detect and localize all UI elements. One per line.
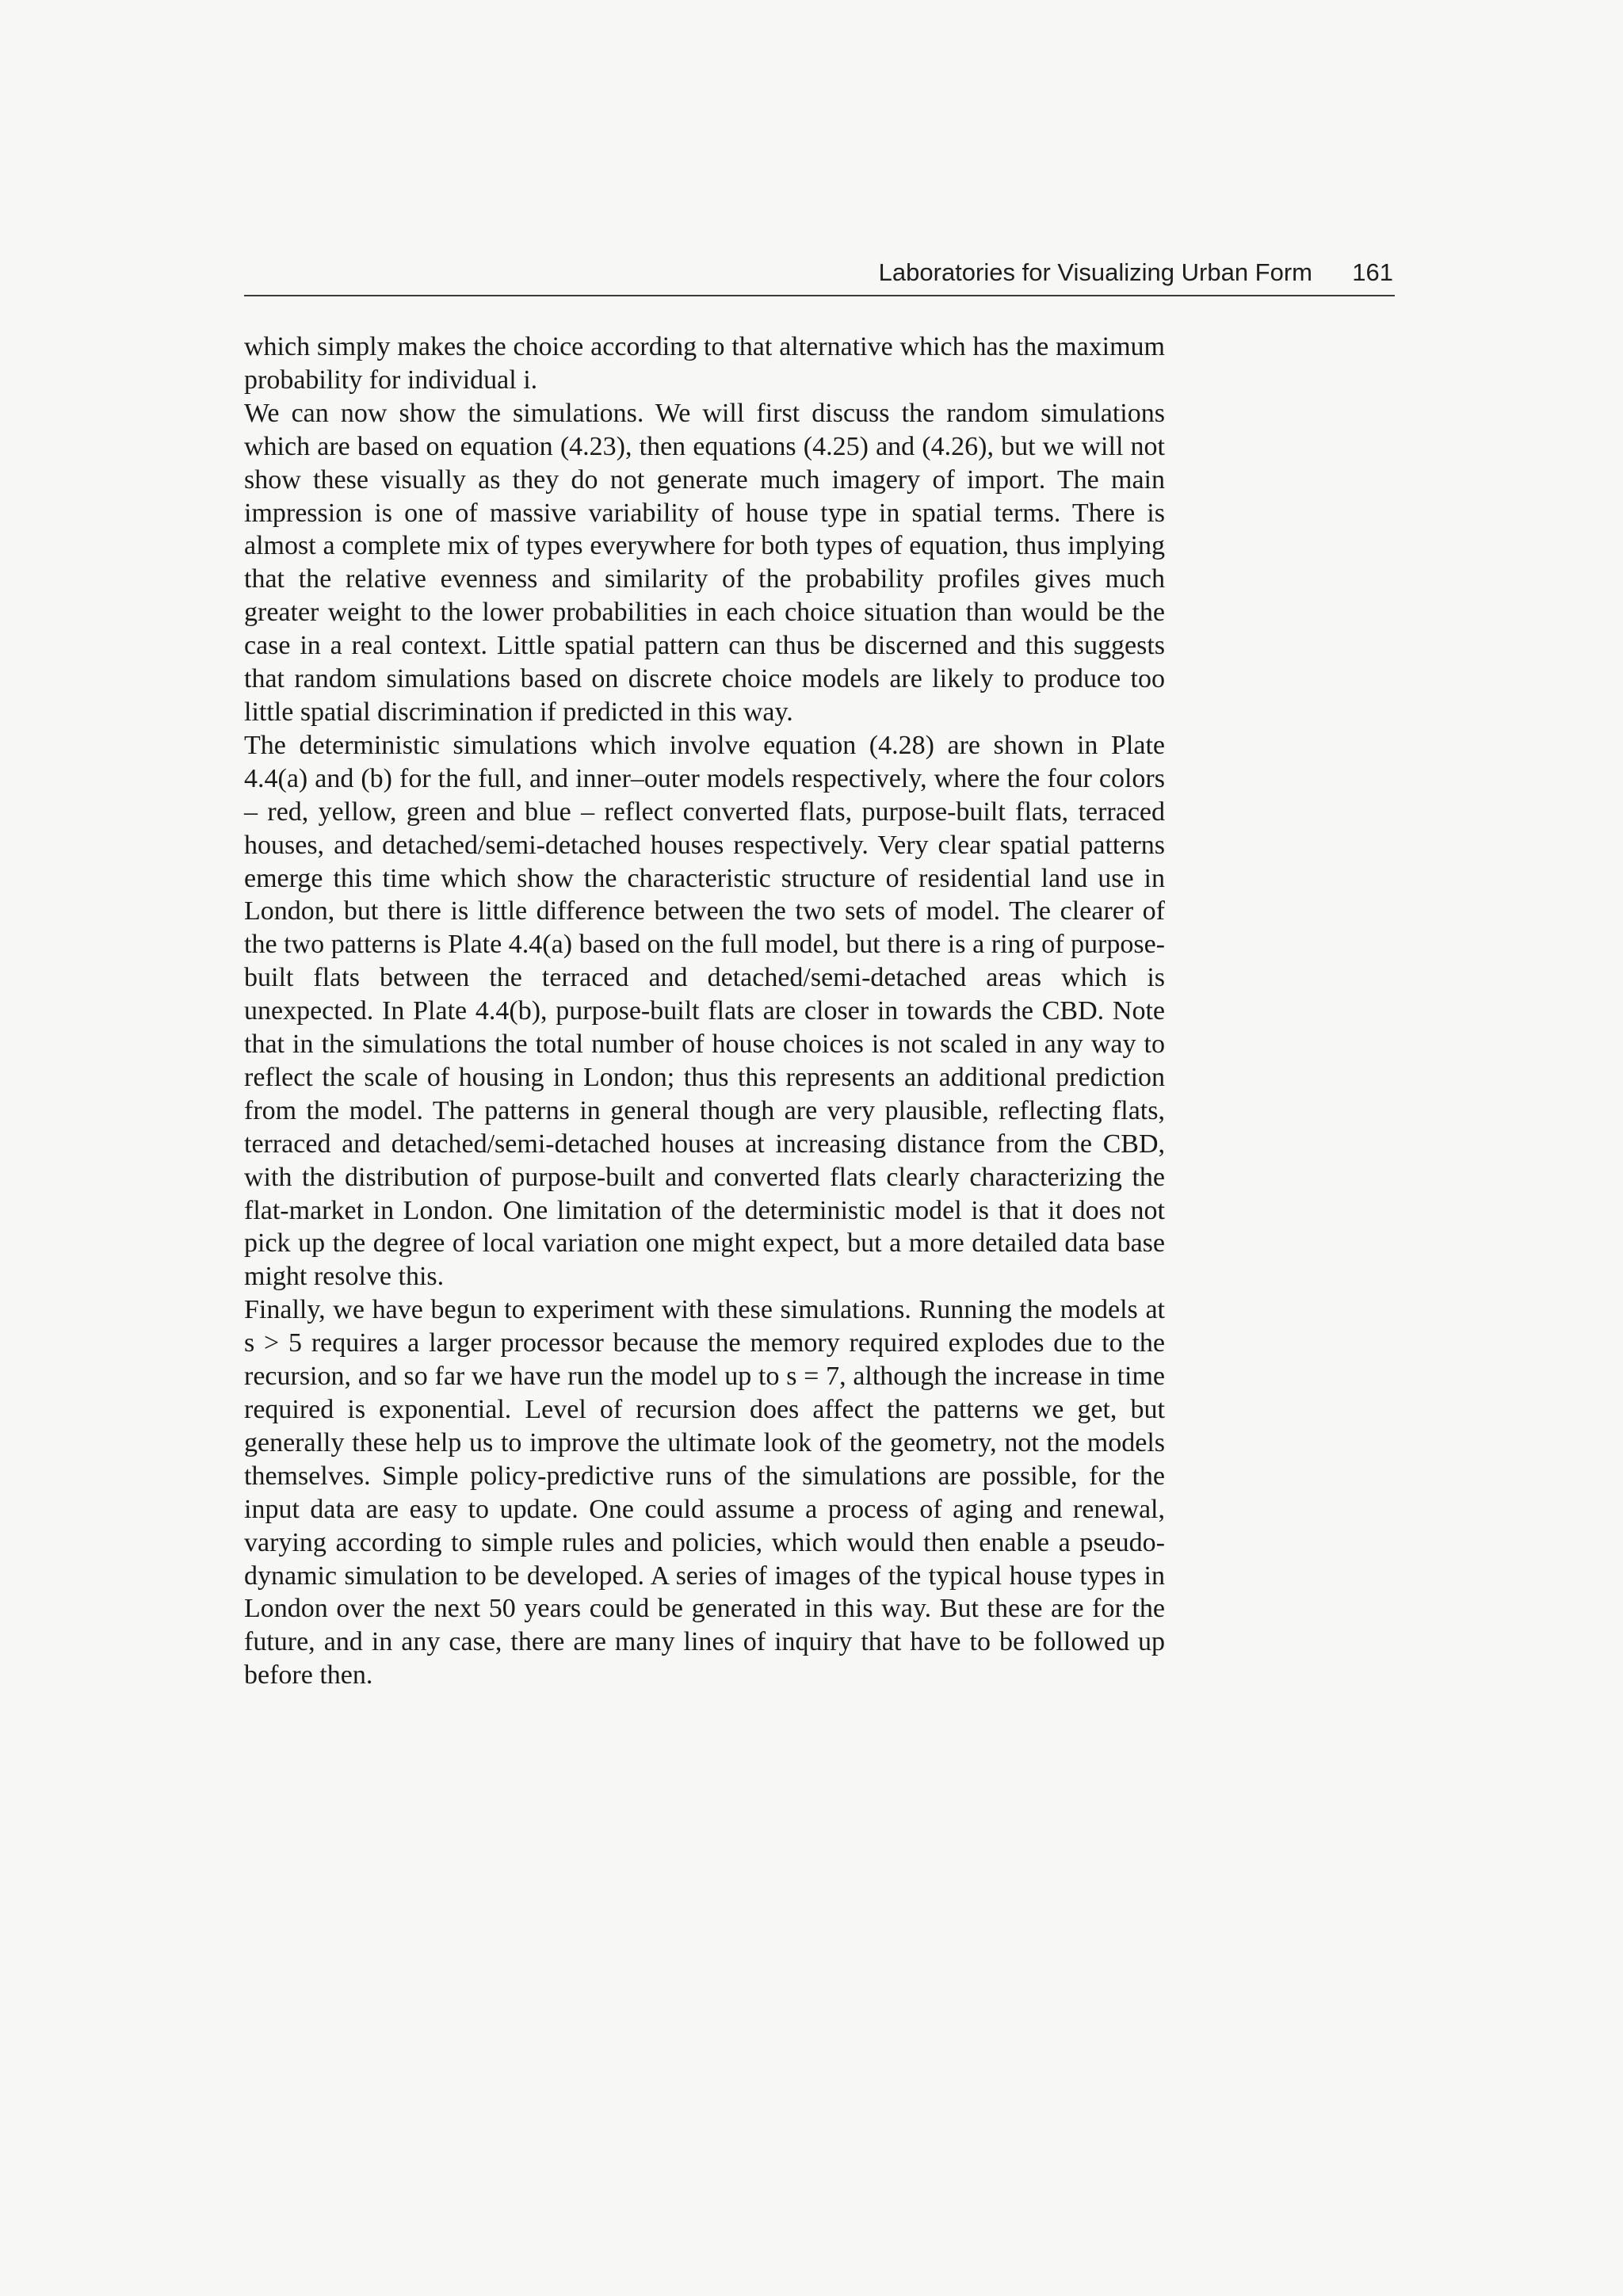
running-head xyxy=(244,254,1395,292)
paragraph-3: The deterministic simulations which involve equation (4.28) are shown in Plate 4.4(a) and (b) for the full, and inner–outer models respectively, where the four colors – red, yellow, green and blue – reflect converted flats, purpose-built flats, terraced houses, and detached/semi-detached houses respectively. Very clear spatial patterns emerge this time which show the characteristic structure of residential land use in London, but there is little difference between the two sets of model. The clearer of the two patterns is Plate 4.4(a) based on the full model, but there is a ring of purpose-built flats between the terraced and detached/semi-detached areas which is unexpected. In Plate 4.4(b), purpose-built flats are closer in towards the CBD. Note that in the simulations the total number of house choices is not scaled in any way to reflect the scale of housing in London; thus this represents an additional prediction from the model. The patterns in general though are very plausible, reflecting flats, terraced and detached/semi-detached houses at increasing distance from the CBD, with the distribution of purpose-built and converted flats clearly characterizing the flat-market in London. One limitation of the deterministic model is that it does not pick up the degree of local variation one might expect, but a more detailed data base might resolve this. xyxy=(244,730,1165,1292)
page-number: 161 xyxy=(1352,258,1393,286)
paragraph-2: We can now show the simulations. We will first discuss the random simulations which are based on equation (4.23), then equations (4.25) and (4.26), but we will not show these visually as they do not generate much imagery of import. The main impression is one of massive variability of house type in spatial terms. There is almost a complete mix of types everywhere for both types of equation, thus implying that the relative evenness and similarity of the probability profiles gives much greater weight to the lower probabilities in each choice situation than would be the case in a real context. Little spatial pattern can thus be discerned and this suggests that random simulations based on discrete choice models are likely to produce too little spatial discrimination if predicted in this way. xyxy=(244,398,1165,727)
running-head-title: Laboratories for Visualizing Urban Form xyxy=(878,258,1312,286)
header-rule xyxy=(244,295,1395,296)
paragraph-1: which simply makes the choice according to that alternative which has the maximum probability for individual i. xyxy=(244,332,1165,395)
paragraph-4: Finally, we have begun to experiment with these simulations. Running the models at s > 5 requires a larger processor because the memory required explodes due to the recursion, and so far we have run the model up to s = 7, although the increase in time required is exponential. Level of recursion does affect the patterns we get, but generally these help us to improve the ultimate look of the geometry, not the models themselves. Simple policy-predictive runs of the simulations are possible, for the input data are easy to update. One could assume a process of aging and renewal, varying according to simple rules and policies, which would then enable a pseudo-dynamic simulation to be developed. A series of images of the typical house types in London over the next 50 years could be generated in this way. But these are for the future, and in any case, there are many lines of inquiry that have to be followed up before then. xyxy=(244,1295,1165,1690)
body-text xyxy=(244,330,1165,1692)
